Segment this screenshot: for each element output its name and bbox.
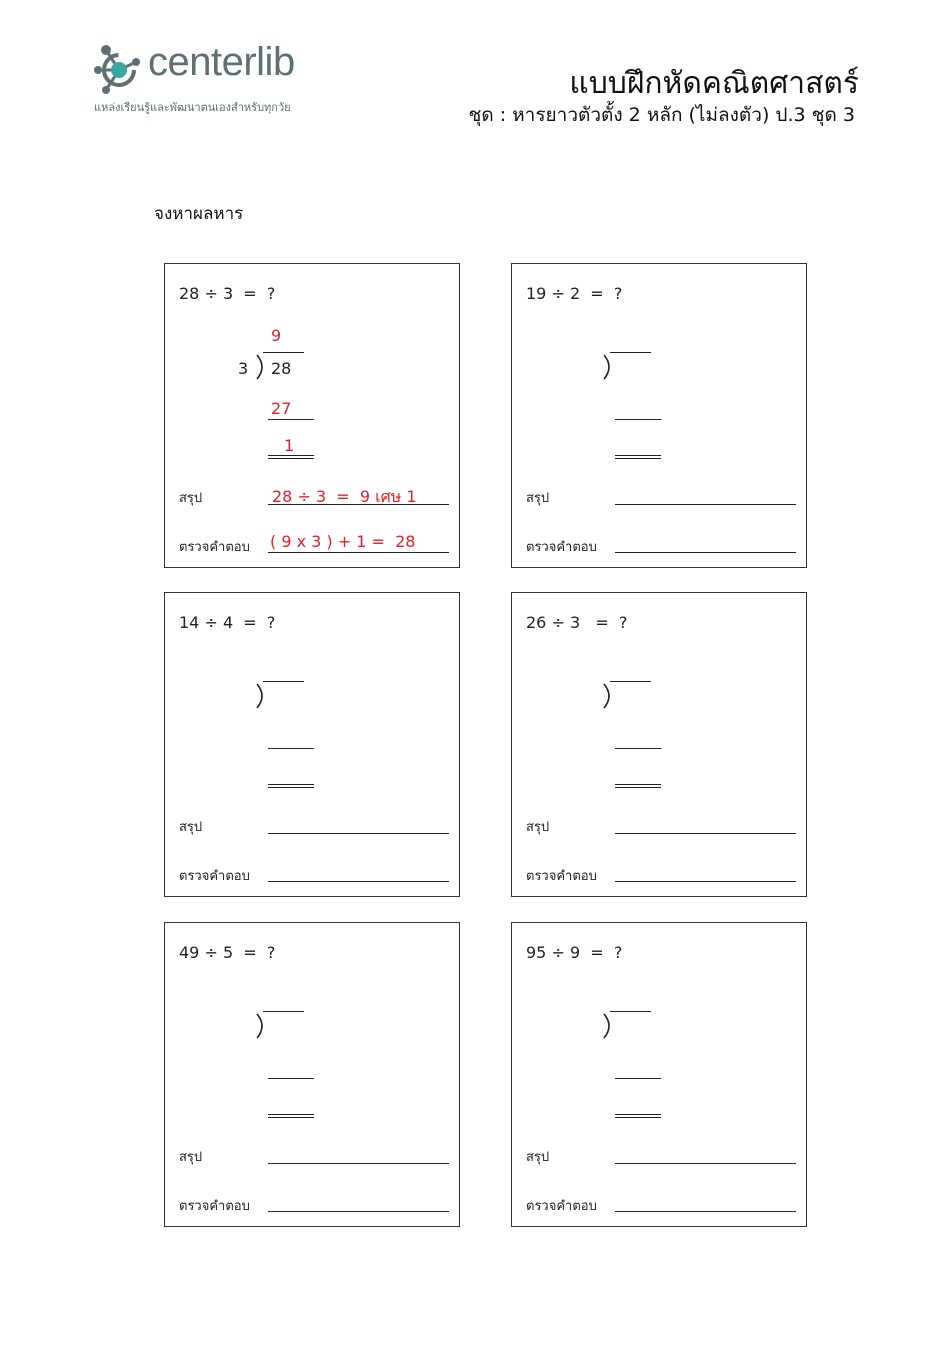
problem-card-2: [511, 263, 807, 568]
long-division-bracket-icon: [602, 354, 616, 380]
division-bar: [263, 681, 304, 682]
division-bar: [263, 1011, 304, 1012]
summary-label: สรุป: [179, 820, 203, 835]
product-value: 27: [271, 399, 292, 418]
check-label: ตรวจคำตอบ: [526, 1199, 597, 1214]
long-division-bracket-icon: [602, 683, 616, 709]
summary-label: สรุป: [526, 491, 550, 506]
problem-card-1: [164, 263, 460, 568]
quotient-value: 9: [271, 326, 282, 345]
division-bar: [610, 681, 651, 682]
problem-prompt: 19 ÷ 2 = ?: [526, 284, 623, 303]
subtraction-line: [615, 419, 661, 420]
subtraction-line: [615, 1078, 661, 1079]
summary-label: สรุป: [526, 1150, 550, 1165]
check-answer-line: [615, 552, 796, 553]
long-division-bracket-icon: [255, 683, 269, 709]
subtraction-line: [268, 748, 314, 749]
problem-card-4: [511, 592, 807, 897]
division-bar: [263, 352, 304, 353]
dividend-value: 28: [271, 359, 292, 378]
check-answer-line: [615, 881, 796, 882]
subtraction-line: [615, 748, 661, 749]
result-double-line: [268, 784, 314, 788]
problem-card-5: [164, 922, 460, 1227]
instruction-text: จงหาผลหาร: [154, 204, 244, 224]
result-double-line: [615, 1114, 661, 1118]
summary-answer-line: [615, 504, 796, 505]
summary-answer-line: [615, 833, 796, 834]
result-double-line: [268, 1114, 314, 1118]
logo-molecule-icon: [92, 42, 152, 102]
check-answer-line: [268, 1211, 449, 1212]
check-label: ตรวจคำตอบ: [179, 540, 250, 555]
problem-prompt: 49 ÷ 5 = ?: [179, 943, 276, 962]
logo-wordmark: centerlib: [148, 40, 295, 84]
result-double-line: [268, 455, 314, 459]
check-answer-line: [268, 881, 449, 882]
centerlib-logo: [92, 40, 342, 120]
summary-answer-line: [268, 833, 449, 834]
result-double-line: [615, 784, 661, 788]
problem-prompt: 28 ÷ 3 = ?: [179, 284, 276, 303]
summary-label: สรุป: [179, 1150, 203, 1165]
check-answer-line: [268, 552, 449, 553]
summary-answer-line: [268, 1163, 449, 1164]
problem-card-3: [164, 592, 460, 897]
check-answer-line: [615, 1211, 796, 1212]
summary-answer-line: [268, 504, 449, 505]
summary-label: สรุป: [179, 491, 203, 506]
long-division-bracket-icon: [602, 1013, 616, 1039]
check-label: ตรวจคำตอบ: [526, 869, 597, 884]
division-bar: [610, 352, 651, 353]
logo-tagline: แหล่งเรียนรู้และพัฒนาตนเองสำหรับทุกวัย: [94, 101, 291, 114]
check-label: ตรวจคำตอบ: [526, 540, 597, 555]
result-double-line: [615, 455, 661, 459]
problem-card-6: [511, 922, 807, 1227]
divisor-value: 3: [238, 359, 249, 378]
subtraction-line: [268, 419, 314, 420]
worksheet-subtitle: ชุด : หารยาวตัวตั้ง 2 หลัก (ไม่ลงตัว) ป.3 ชุด 3: [468, 104, 855, 126]
check-label: ตรวจคำตอบ: [179, 1199, 250, 1214]
summary-label: สรุป: [526, 820, 550, 835]
division-bar: [610, 1011, 651, 1012]
long-division-bracket-icon: [255, 354, 269, 380]
check-label: ตรวจคำตอบ: [179, 869, 250, 884]
problem-prompt: 14 ÷ 4 = ?: [179, 613, 276, 632]
summary-answer: 28 ÷ 3 = 9 เศษ 1: [272, 487, 417, 506]
remainder-value: 1: [284, 436, 295, 455]
subtraction-line: [268, 1078, 314, 1079]
problem-prompt: 95 ÷ 9 = ?: [526, 943, 623, 962]
check-answer: ( 9 x 3 ) + 1 = 28: [270, 532, 416, 551]
worksheet-title: แบบฝึกหัดคณิตศาสตร์: [569, 66, 859, 101]
problem-prompt: 26 ÷ 3 = ?: [526, 613, 628, 632]
long-division-bracket-icon: [255, 1013, 269, 1039]
summary-answer-line: [615, 1163, 796, 1164]
